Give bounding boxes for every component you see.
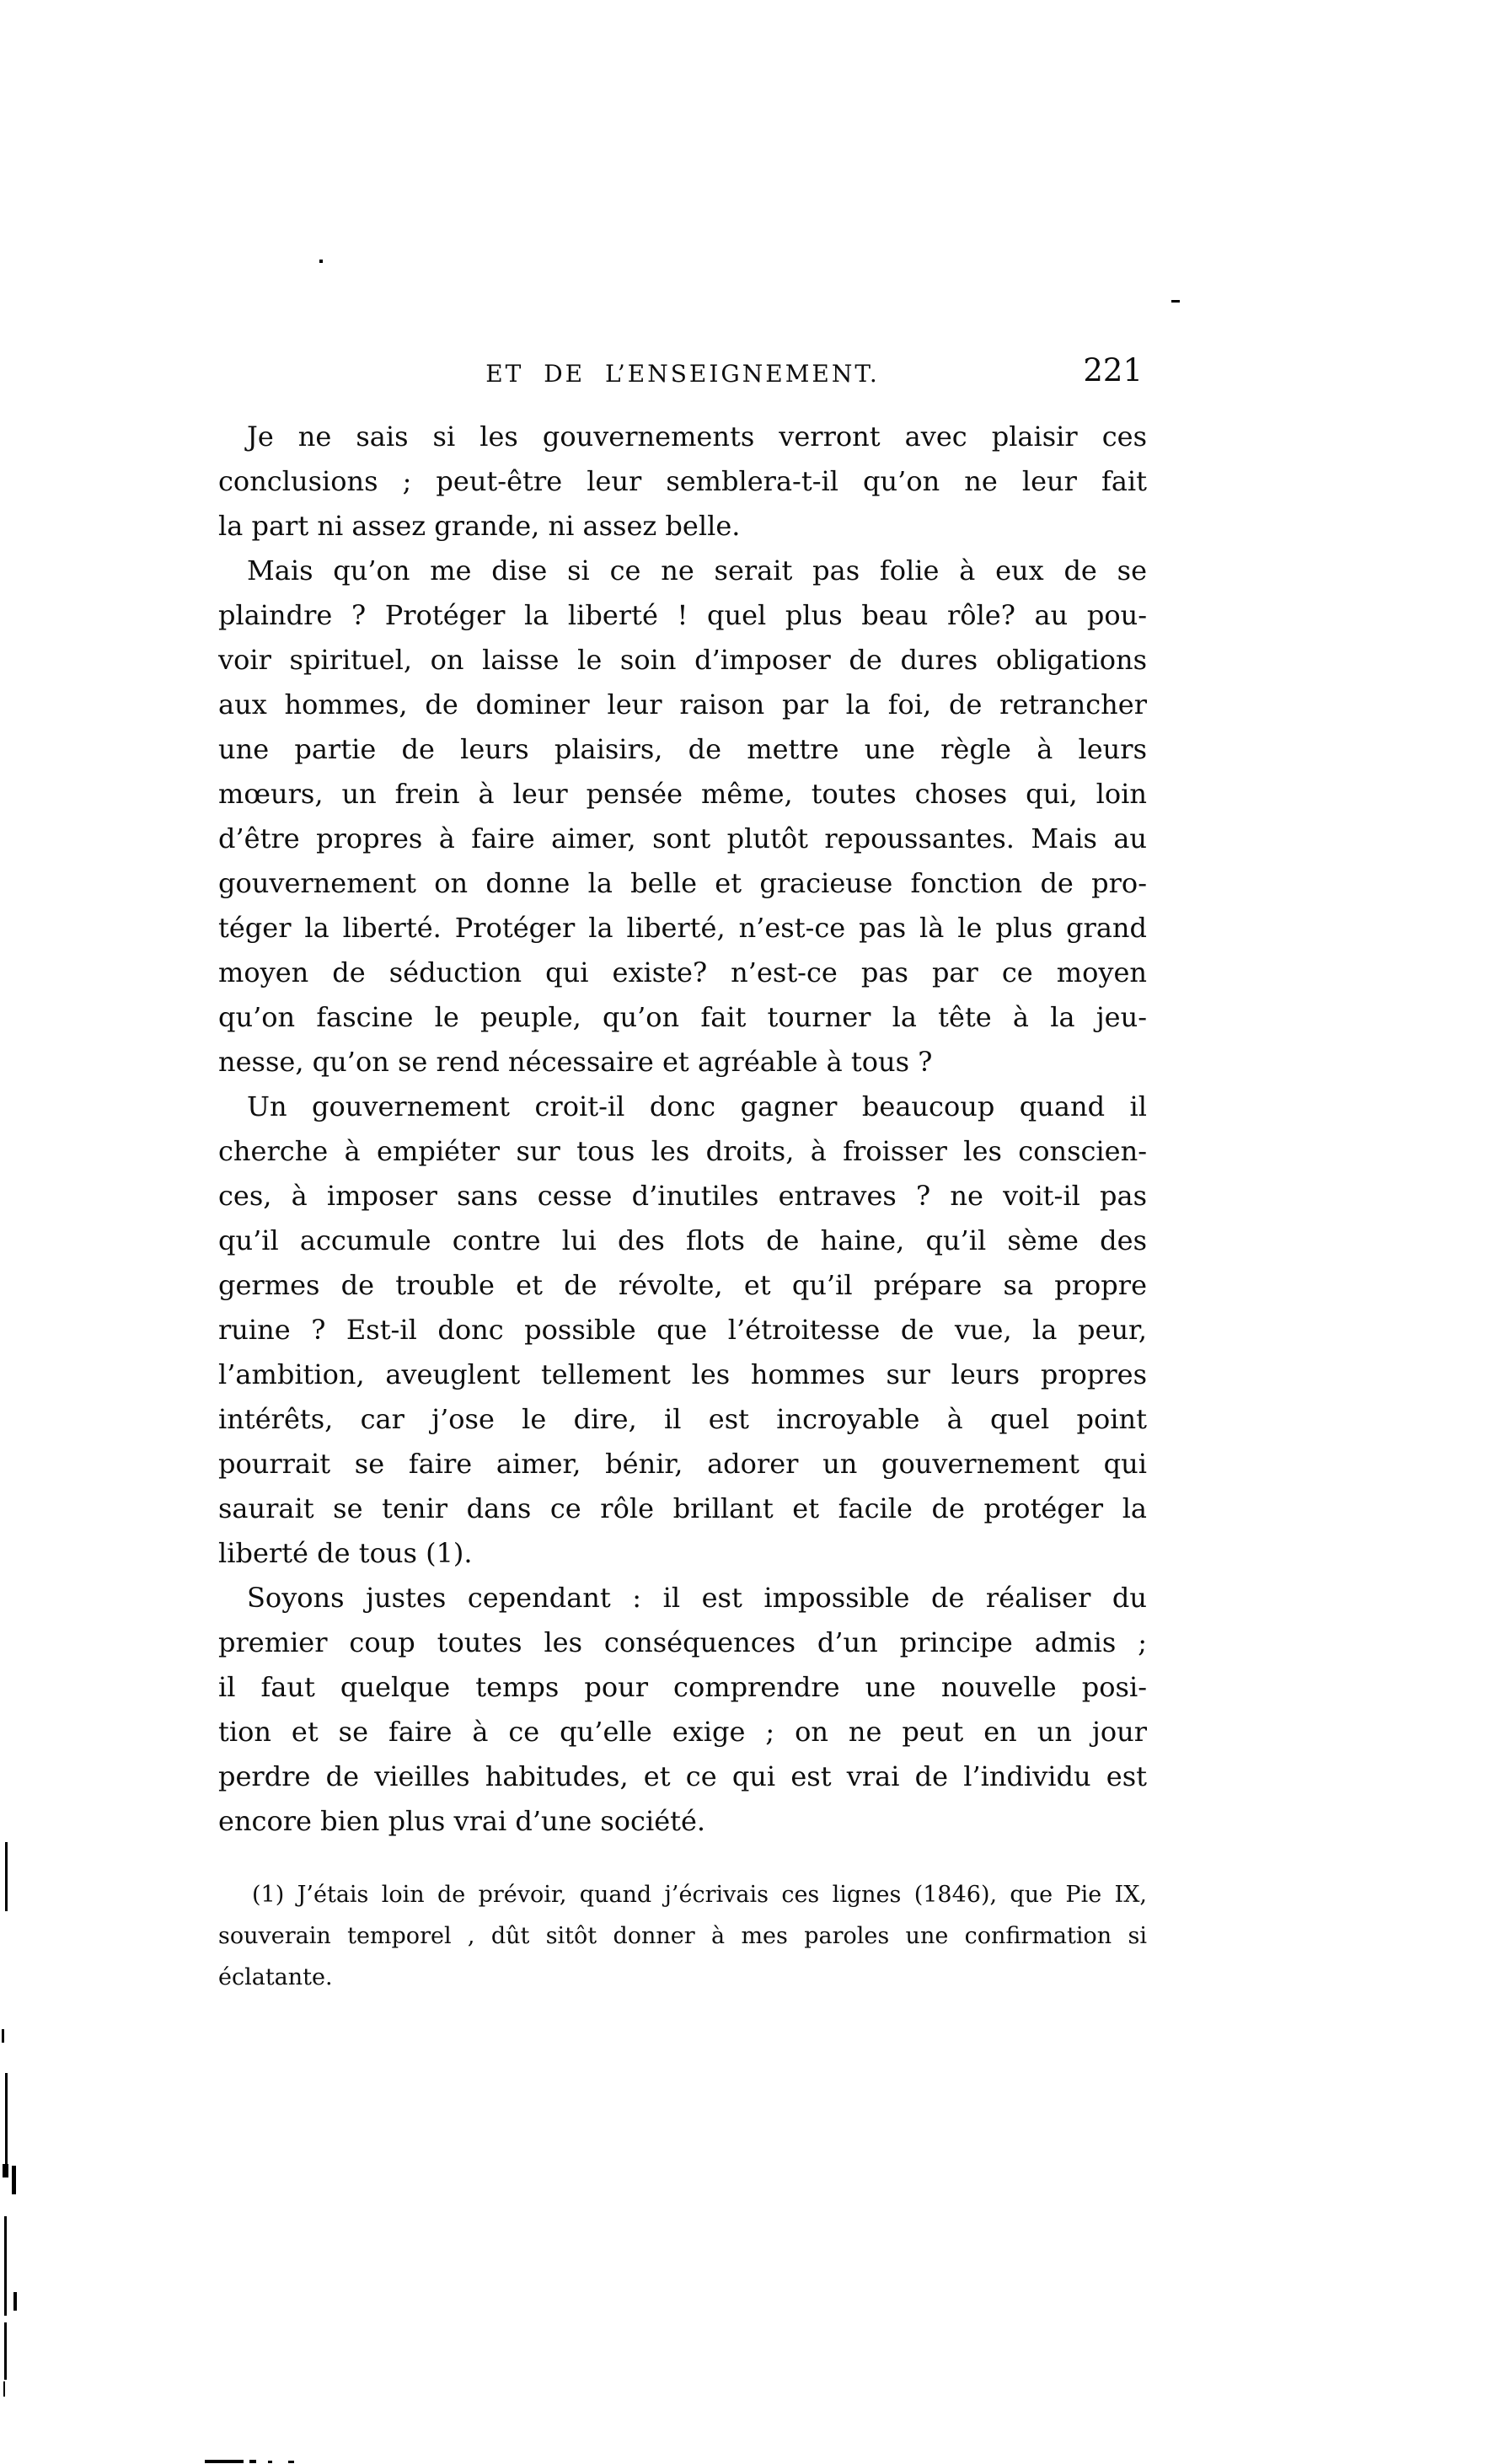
scan-artifact-edge-tick: [2, 2029, 4, 2043]
paragraph: [218, 549, 1147, 1085]
body-line: germes de trouble et de révolte, et qu’il prépare sa propre: [218, 1269, 1147, 1301]
body-line: qu’il accumule contre lui des flots de haine, qu’il sème des: [218, 1224, 1147, 1256]
body-line: moyen de séduction qui existe? n’est-ce pas par ce moyen: [218, 956, 1147, 988]
body-text: [218, 415, 1147, 1844]
body-line: perdre de vieilles habitudes, et ce qui est vrai de l’individu est: [218, 1760, 1147, 1792]
scan-artifact-edge-blob: [3, 2164, 8, 2177]
body-line: il faut quelque temps pour comprendre une nouvelle posi-: [218, 1671, 1147, 1703]
scan-artifact-speck: [268, 2461, 272, 2463]
body-line: aux hommes, de dominer leur raison par la foi, de retrancher: [218, 688, 1147, 720]
body-line: ces, à imposer sans cesse d’inutiles entraves ? ne voit-il pas: [218, 1180, 1147, 1212]
scan-artifact-edge-tick: [13, 2292, 17, 2311]
body-line: nesse, qu’on se rend nécessaire et agréable à tous ?: [218, 1046, 933, 1078]
body-line: intérêts, car j’ose le dire, il est incroyable à quel point: [218, 1403, 1147, 1435]
scan-artifact-edge-line: [4, 2216, 7, 2316]
scan-artifact-edge-line: [4, 2322, 7, 2380]
body-line: encore bien plus vrai d’une société.: [218, 1805, 706, 1837]
footnote-line: souverain temporel , dût sitôt donner à mes paroles une confirmation si: [218, 1923, 1147, 1949]
footnote-line: (1) J’étais loin de prévoir, quand j’écrivais ces lignes (1846), que Pie IX,: [252, 1882, 1147, 1908]
body-line: qu’on fascine le peuple, qu’on fait tourner la tête à la jeu-: [218, 1001, 1147, 1033]
scan-artifact-edge-tick: [3, 2381, 5, 2397]
scan-artifact-edge-line: [5, 1842, 8, 1911]
body-line: cherche à empiéter sur tous les droits, à froisser les conscien-: [218, 1135, 1147, 1167]
footnote: [218, 1874, 1147, 1998]
body-line: premier coup toutes les conséquences d’un principe admis ;: [218, 1626, 1147, 1658]
footnote-line: éclatante.: [218, 1964, 333, 1990]
body-line: téger la liberté. Protéger la liberté, n’est-ce pas là le plus grand: [218, 912, 1147, 944]
body-line: Soyons justes cependant : il est impossible de réaliser du: [247, 1582, 1147, 1614]
paragraph: [218, 1085, 1147, 1576]
body-line: Un gouvernement croit-il donc gagner beaucoup quand il: [247, 1090, 1147, 1122]
body-line: saurait se tenir dans ce rôle brillant et facile de protéger la: [218, 1492, 1147, 1524]
body-line: conclusions ; peut-être leur semblera-t-il qu’on ne leur fait: [218, 465, 1147, 497]
paragraph: [218, 415, 1147, 549]
body-line: mœurs, un frein à leur pensée même, toutes choses qui, loin: [218, 778, 1147, 810]
page-number: 221: [1083, 352, 1143, 388]
body-line: Je ne sais si les gouvernements verront avec plaisir ces: [247, 420, 1147, 453]
body-line: d’être propres à faire aimer, sont plutôt repoussantes. Mais au: [218, 822, 1147, 854]
scan-artifact-speck: [319, 260, 323, 263]
body-line: liberté de tous (1).: [218, 1537, 473, 1569]
body-line: une partie de leurs plaisirs, de mettre une règle à leurs: [218, 733, 1147, 765]
scan-artifact-bottom-line: [205, 2460, 244, 2463]
scan-artifact-speck: [288, 2461, 294, 2463]
body-line: plaindre ? Protéger la liberté ! quel plus beau rôle? au pou-: [218, 599, 1147, 631]
body-line: pourrait se faire aimer, bénir, adorer un gouvernement qui: [218, 1448, 1147, 1480]
body-line: voir spirituel, on laisse le soin d’imposer de dures obligations: [218, 644, 1147, 676]
scan-artifact-edge-line: [5, 2073, 8, 2164]
scan-artifact-speck: [1171, 300, 1180, 303]
body-line: tion et se faire à ce qu’elle exige ; on ne peut en un jour: [218, 1716, 1147, 1748]
body-line: la part ni assez grande, ni assez belle.: [218, 510, 741, 542]
running-header-title: ET DE L’ENSEIGNEMENT.: [485, 360, 880, 388]
scan-artifact-edge-blob: [12, 2166, 16, 2194]
body-line: l’ambition, aveuglent tellement les hommes sur leurs propres: [218, 1358, 1147, 1390]
paragraph: [218, 1576, 1147, 1844]
scan-artifact-speck: [249, 2460, 256, 2463]
body-line: Mais qu’on me dise si ce ne serait pas folie à eux de se: [247, 554, 1147, 587]
body-line: ruine ? Est-il donc possible que l’étroitesse de vue, la peur,: [218, 1314, 1147, 1346]
body-line: gouvernement on donne la belle et gracieuse fonction de pro-: [218, 867, 1147, 899]
